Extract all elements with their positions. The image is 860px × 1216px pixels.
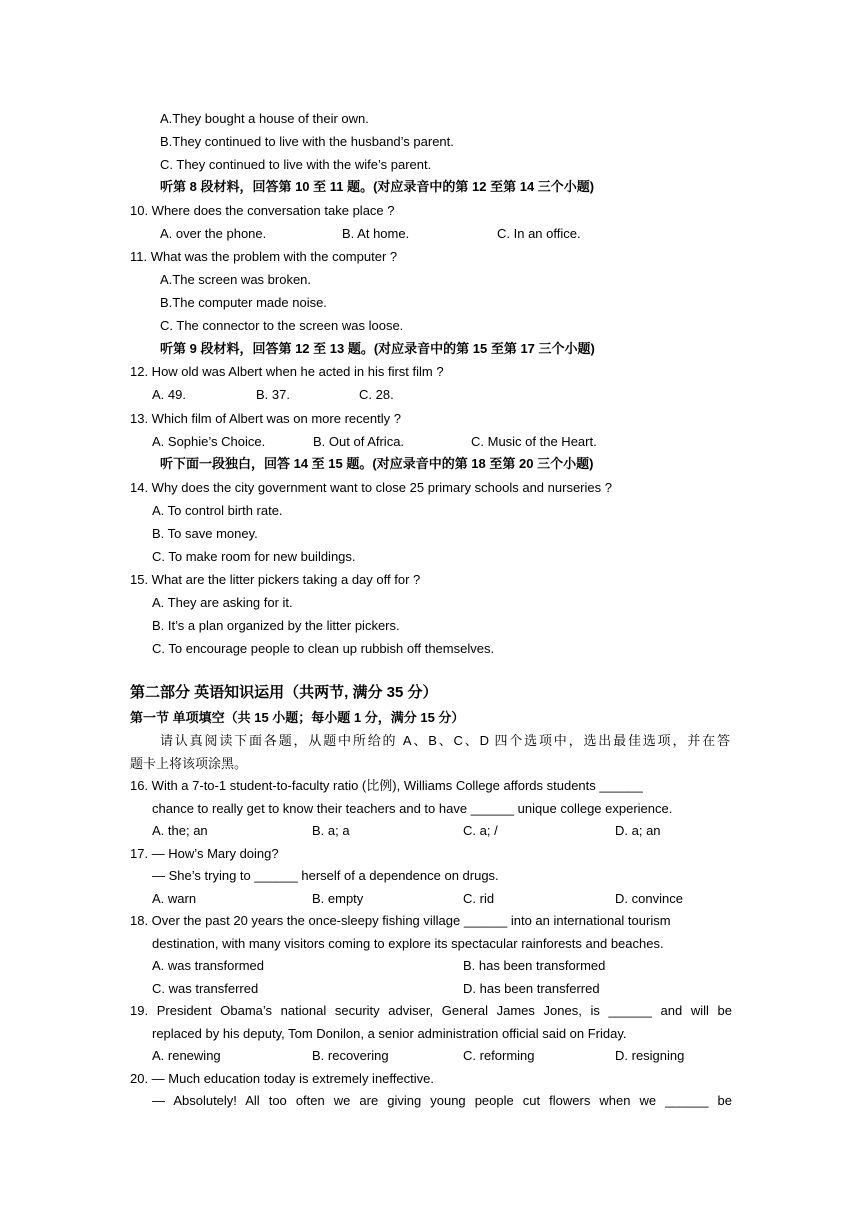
q16-option-b: B. a; a bbox=[312, 823, 350, 838]
q18-option-c: C. was transferred bbox=[152, 981, 259, 996]
q9-option-b: B.They continued to live with the husband’s parent. bbox=[160, 134, 454, 149]
q17-stem-line1: 17. — How’s Mary doing? bbox=[130, 846, 279, 861]
q19-stem-line2: replaced by his deputy, Tom Donilon, a senior administration official said on Friday. bbox=[152, 1026, 627, 1041]
q15-option-b: B. It’s a plan organized by the litter pickers. bbox=[152, 618, 400, 633]
q14-option-a: A. To control birth rate. bbox=[152, 503, 283, 518]
part2-title: 第二部分 英语知识运用（共两节, 满分 35 分） bbox=[130, 684, 438, 701]
q12-stem: 12. How old was Albert when he acted in his first film ? bbox=[130, 364, 444, 379]
q18-option-b: B. has been transformed bbox=[463, 958, 606, 973]
q16-stem-line2: chance to really get to know their teachers and to have ______ unique college experience. bbox=[152, 801, 673, 816]
q12-option-b: B. 37. bbox=[256, 387, 290, 402]
q10-option-c: C. In an office. bbox=[497, 226, 581, 241]
q15-option-c: C. To encourage people to clean up rubbish off themselves. bbox=[152, 641, 495, 656]
q11-stem: 11. What was the problem with the computer ? bbox=[130, 249, 398, 264]
q12-option-a: A. 49. bbox=[152, 387, 186, 402]
section9-heading: 听第 9 段材料，回答第 12 至 13 题。(对应录音中的第 15 至第 17 三个小题) bbox=[160, 341, 595, 356]
q14-option-c: C. To make room for new buildings. bbox=[152, 549, 356, 564]
instructions-line1: 请认真阅读下面各题，从题中所给的 A、B、C、D 四个选项中，选出最佳选项，并在答 bbox=[160, 733, 730, 748]
q14-stem: 14. Why does the city government want to close 25 primary schools and nurseries ? bbox=[130, 480, 612, 495]
q15-stem: 15. What are the litter pickers taking a day off for ? bbox=[130, 572, 421, 587]
instructions-line2: 题卡上将该项涂黑。 bbox=[130, 756, 248, 771]
q17-option-d: D. convince bbox=[615, 891, 683, 906]
q16-option-d: D. a; an bbox=[615, 823, 661, 838]
q19-stem-line1: 19. President Obama’s national security adviser, General James Jones, is ______ and will be bbox=[130, 1003, 732, 1018]
q11-option-b: B.The computer made noise. bbox=[160, 295, 327, 310]
q12-option-c: C. 28. bbox=[359, 387, 394, 402]
q9-option-c: C. They continued to live with the wife’s parent. bbox=[160, 157, 432, 172]
q18-option-a: A. was transformed bbox=[152, 958, 264, 973]
q18-option-d: D. has been transferred bbox=[463, 981, 600, 996]
q10-option-a: A. over the phone. bbox=[160, 226, 267, 241]
section8-heading: 听第 8 段材料，回答第 10 至 11 题。(对应录音中的第 12 至第 14 三个小题) bbox=[160, 179, 595, 194]
q17-option-c: C. rid bbox=[463, 891, 495, 906]
q11-option-c: C. The connector to the screen was loose. bbox=[160, 318, 404, 333]
q9-option-a: A.They bought a house of their own. bbox=[160, 111, 369, 126]
q17-option-a: A. warn bbox=[152, 891, 197, 906]
q13-option-c: C. Music of the Heart. bbox=[471, 434, 597, 449]
q18-stem-line1: 18. Over the past 20 years the once-sleepy fishing village ______ into an international tourism bbox=[130, 913, 671, 928]
q11-option-a: A.The screen was broken. bbox=[160, 272, 312, 287]
monologue-heading: 听下面一段独白，回答 14 至 15 题。(对应录音中的第 18 至第 20 三个小题) bbox=[160, 456, 594, 471]
q13-stem: 13. Which film of Albert was on more recently ? bbox=[130, 411, 401, 426]
q19-option-a: A. renewing bbox=[152, 1048, 221, 1063]
q19-option-c: C. reforming bbox=[463, 1048, 535, 1063]
section1-title: 第一节 单项填空（共 15 小题；每小题 1 分，满分 15 分） bbox=[130, 710, 465, 725]
q16-stem-line1: 16. With a 7-to-1 student-to-faculty ratio (比例), Williams College affords students ______ bbox=[130, 778, 643, 793]
q17-option-b: B. empty bbox=[312, 891, 364, 906]
q20-stem-line2: — Absolutely! All too often we are giving young people cut flowers when we ______ be bbox=[152, 1093, 732, 1108]
q13-option-a: A. Sophie’s Choice. bbox=[152, 434, 266, 449]
q10-option-b: B. At home. bbox=[342, 226, 410, 241]
q14-option-b: B. To save money. bbox=[152, 526, 258, 541]
q20-stem-line1: 20. — Much education today is extremely ineffective. bbox=[130, 1071, 434, 1086]
q19-option-d: D. resigning bbox=[615, 1048, 685, 1063]
q18-stem-line2: destination, with many visitors coming to explore its spectacular rainforests and beaches. bbox=[152, 936, 664, 951]
q13-option-b: B. Out of Africa. bbox=[313, 434, 405, 449]
q10-stem: 10. Where does the conversation take place ? bbox=[130, 203, 395, 218]
q19-option-b: B. recovering bbox=[312, 1048, 389, 1063]
q15-option-a: A. They are asking for it. bbox=[152, 595, 293, 610]
q17-stem-line2: — She’s trying to ______ herself of a dependence on drugs. bbox=[152, 868, 499, 883]
q16-option-c: C. a; / bbox=[463, 823, 498, 838]
q16-option-a: A. the; an bbox=[152, 823, 208, 838]
